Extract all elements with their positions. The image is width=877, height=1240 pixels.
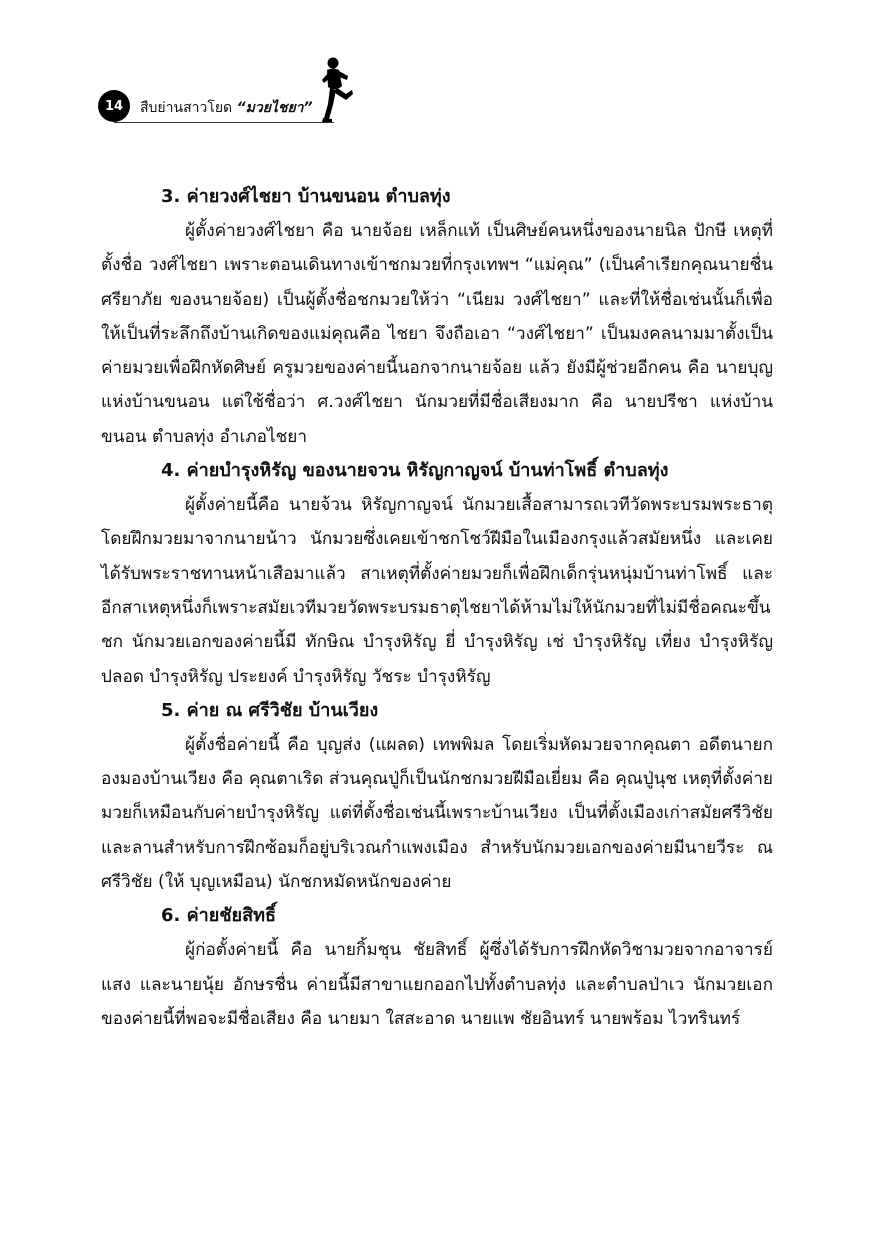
section-paragraph: ผู้ก่อตั้งค่ายนี้ คือ นายกิ้มชุน ชัยสิทธิ์ ผู้ซึ่งได้รับการฝึกหัดวิชามวยจากอาจารย์แสง และนายนุ้ย อักษรชื่น ค่ายนี้มีสาขาแยกออกไปทั้งตำบลทุ่ง และตำบลป่าเว นักมวยเอกของค่ายนี้ที่พอจะมีชื่อเสียง คือ นายมา ใสสะอาด นายแพ ชัยอินทร์ นายพร้อม ไวทรินทร์: [101, 940, 773, 1029]
header-rule: [114, 122, 334, 123]
section-paragraph: ผู้ตั้งชื่อค่ายนี้ คือ บุญส่ง (แผลด) เทพพิมล โดยเริ่มหัดมวยจากคุณตา อดีตนายกองมองบ้านเวียง คือ คุณตาเริด ส่วนคุณปู่ก็เป็นนักชกมวยฝีมือเยี่ยม คือ คุณปู่นุช เหตุที่ตั้งค่ายมวยก็เหมือนกับค่ายบำรุงหิรัญ แต่ที่ตั้งชื่อเช่นนี้เพราะบ้านเวียง เป็นที่ตั้งเมืองเก่าสมัยศรีวิชัย และลานสำหรับการฝึกซ้อมก็อยู่บริเวณกำแพงเมือง สำหรับนักมวยเอกของค่ายมีนายวีระ ณ ศรีวิชัย (ให้ บุญเหมือน) นักชกหมัดหนักของค่าย: [101, 734, 773, 893]
section-heading: 5. ค่าย ณ ศรีวิชัย บ้านเวียง: [161, 699, 379, 721]
running-title-emphasis: “มวยไชยา”: [236, 100, 313, 116]
section-paragraph: ผู้ตั้งค่ายวงศ์ไชยา คือ นายจ้อย เหล็กแท้ เป็นศิษย์คนหนึ่งของนายนิล ปักษี เหตุที่ตั้งชื่อ วงศ์ไชยา เพราะตอนเดินทางเข้าชกมวยที่กรุงเทพฯ “แม่คุณ” (เป็นคำเรียกคุณนายชื่น ศรียาภัย ของนายจ้อย) เป็นผู้ตั้งชื่อชกมวยให้ว่า “เนียม วงศ์ไชยา” และที่ให้ชื่อเช่นนั้นก็เพื่อให้เป็นที่ระลึกถึงบ้านเกิดของแม่คุณคือ ไชยา จึงถือเอา “วงศ์ไชยา” เป็นมงคลนามมาตั้งเป็นค่ายมวยเพื่อฝึกหัดศิษย์ ครูมวยของค่ายนี้นอกจากนายจ้อย แล้ว ยังมีผู้ช่วยอีกคน คือ นายบุญ แห่งบ้านขนอน แต่ใช้ชื่อว่า ศ.วงศ์ไชยา นักมวยที่มีชื่อเสียงมาก คือ นายปรีชา แห่งบ้านขนอน ตำบลทุ่ง อำเภอไชยา: [101, 221, 773, 447]
section-heading: 3. ค่ายวงศ์ไชยา บ้านขนอน ตำบลทุ่ง: [161, 186, 451, 207]
section-3: [101, 180, 773, 454]
running-title-text: สืบย่านสาวโยด: [140, 100, 233, 116]
section-5: [101, 694, 773, 899]
running-title: [140, 97, 313, 119]
page-content: [101, 180, 773, 1036]
section-heading: 4. ค่ายบำรุงหิรัญ ของนายจวน หิรัญกาญจน์ บ้านท่าโพธิ์ ตำบลทุ่ง: [161, 460, 669, 482]
page-number: 14: [98, 90, 130, 122]
section-4: [101, 454, 773, 694]
boxer-kick-icon: [318, 56, 354, 126]
section-paragraph: ผู้ตั้งค่ายนี้คือ นายจ้วน หิรัญกาญจน์ นักมวยเสื้อสามารถเวทีวัดพระบรมพระธาตุ โดยฝึกมวยมาจากนายน้าว นักมวยซึ่งเคยเข้าชกโชว์ฝีมือในเมืองกรุงแล้วสมัยหนึ่ง และเคยได้รับพระราชทานหน้าเสือมาแล้ว สาเหตุที่ตั้งค่ายมวยก็เพื่อฝึกเด็กรุ่นหนุ่มบ้านท่าโพธิ์ และอีกสาเหตุหนึ่งก็เพราะสมัยเวทีมวยวัดพระบรมธาตุไชยาได้ห้ามไม่ให้นักมวยที่ไม่มีชื่อคณะขึ้นชก นักมวยเอกของค่ายนี้มี ทักษิณ บำรุงหิรัญ ยี่ บำรุงหิรัญ เช่ บำรุงหิรัญ เที่ยง บำรุงหิรัญ ปลอด บำรุงหิรัญ ประยงค์ บำรุงหิรัญ วัชระ บำรุงหิรัญ: [101, 495, 773, 687]
section-6: [101, 899, 773, 1036]
section-heading: 6. ค่ายชัยสิทธิ์: [161, 905, 276, 927]
page-header: [96, 56, 366, 126]
